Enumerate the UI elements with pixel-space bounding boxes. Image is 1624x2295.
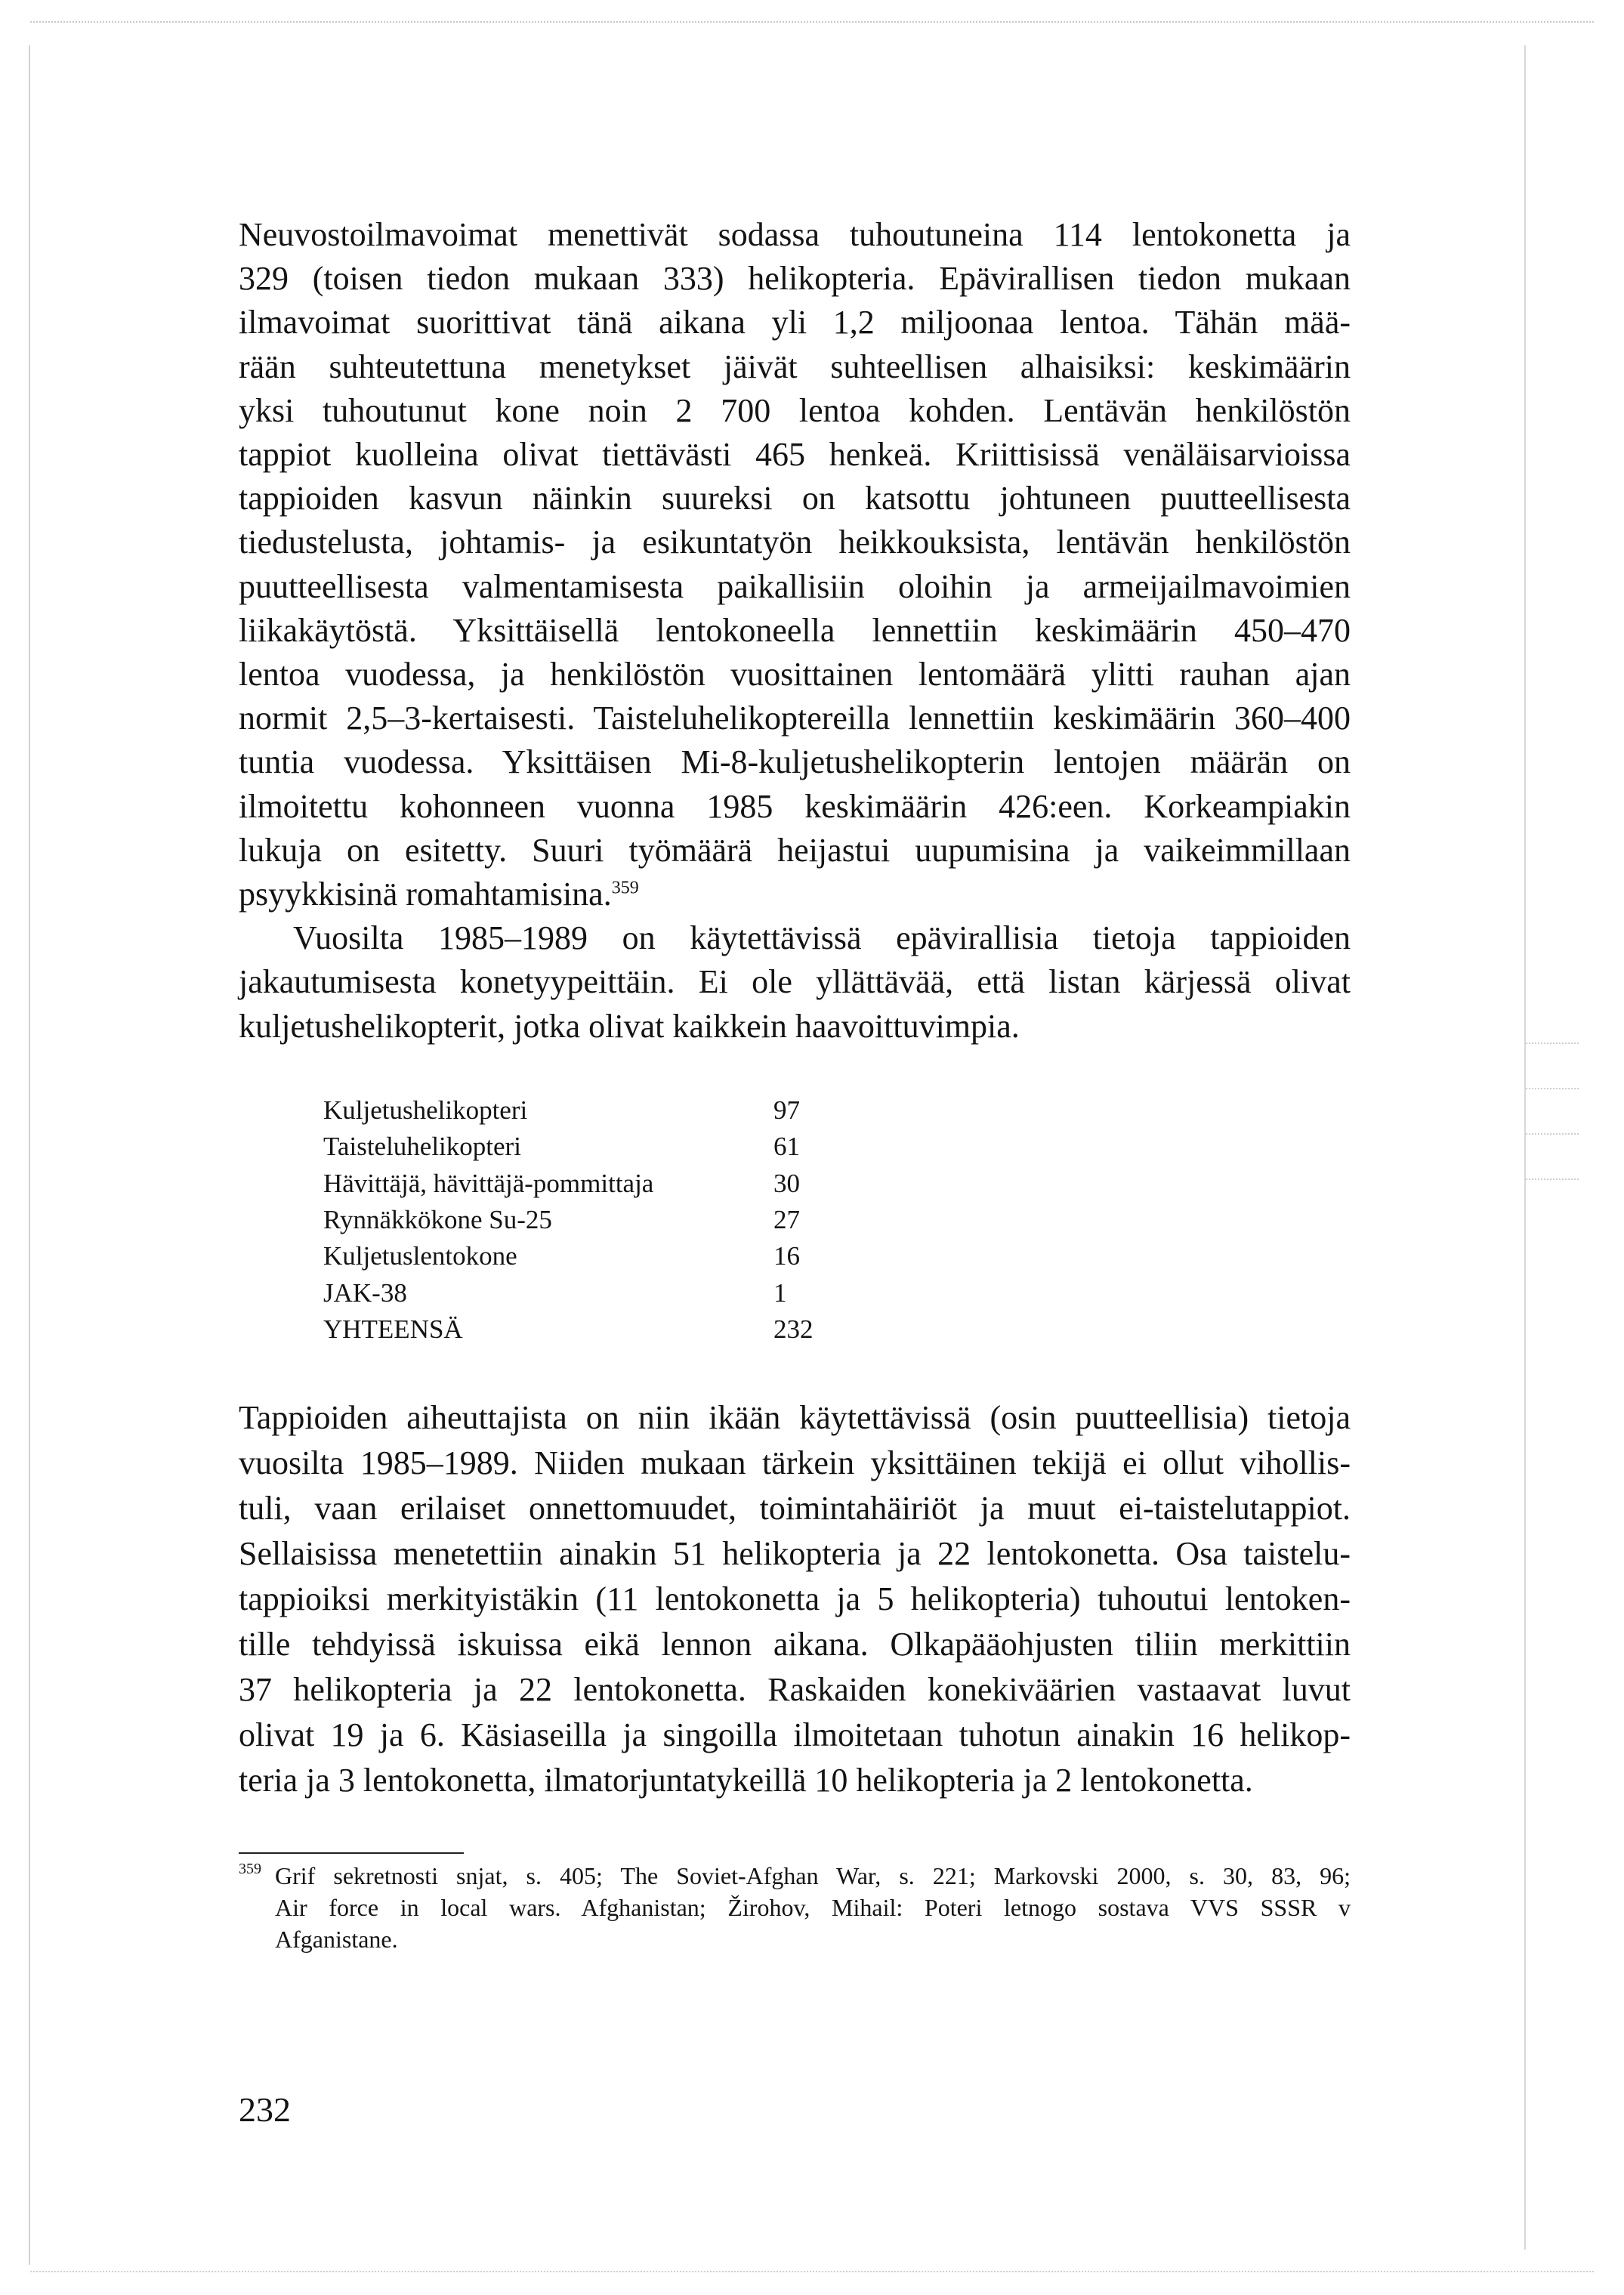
paragraph-1 xyxy=(239,213,1351,916)
table-row xyxy=(323,1275,1351,1311)
aircraft-type: JAK-38 xyxy=(323,1277,407,1308)
footnote-number: 359 xyxy=(239,1861,261,1877)
page-number: 232 xyxy=(239,2090,291,2129)
paragraph-3 xyxy=(239,1395,1351,1803)
text-line xyxy=(239,873,1351,916)
text-line: tappiot kuolleina olivat tiettävästi 465 henkeä. Kriittisissä venäläisarvioissa xyxy=(239,436,1351,474)
text-line: rään suhteutettuna menetykset jäivät suhteellisen alhaisiksi: keskimäärin xyxy=(239,347,1351,385)
text-line: Sellaisissa menetettiin ainakin 51 helikopteria ja 22 lentokonetta. Osa taistelu- xyxy=(239,1534,1351,1572)
losses-table xyxy=(323,1092,1351,1348)
text-line: tappioiksi merkityistäkin (11 lentokonetta ja 5 helikopteria) tuhoutui lentoken- xyxy=(239,1580,1351,1617)
text-line: ilmoitettu kohonneen vuonna 1985 keskimäärin 426:een. Korkeampiakin xyxy=(239,787,1351,825)
loss-count: 1 xyxy=(773,1277,787,1308)
loss-count: 27 xyxy=(773,1205,800,1235)
text-line: tappioiden kasvun näinkin suureksi on katsottu johtuneen puutteellisesta xyxy=(239,480,1351,517)
text-line: Vuosilta 1985–1989 on käytettävissä epävirallisia tietoja tappioiden xyxy=(293,919,1351,957)
footnote xyxy=(239,1860,1351,1955)
scan-edge-top xyxy=(30,21,1594,23)
aircraft-type: Taisteluhelikopteri xyxy=(323,1132,521,1162)
table-row xyxy=(323,1092,1351,1129)
page-body xyxy=(239,213,1351,1803)
text-line: tuli, vaan erilaiset onnettomuudet, toimintahäiriöt ja muut ei-taistelutappiot. xyxy=(239,1489,1351,1527)
table-row xyxy=(323,1202,1351,1238)
text-line: normit 2,5–3-kertaisesti. Taisteluhelikoptereilla lennettiin keskimäärin 360–400 xyxy=(239,700,1351,737)
table-row xyxy=(323,1238,1351,1274)
text-line: 329 (toisen tiedon mukaan 333) helikopteria. Epävirallisen tiedon mukaan xyxy=(239,260,1351,298)
text-line: tille tehdyissä iskuissa eikä lennon aikana. Olkapääohjusten tiliin merkittiin xyxy=(239,1625,1351,1663)
total-label: YHTEENSÄ xyxy=(323,1314,463,1345)
text-line: jakautumisesta konetyypeittäin. Ei ole yllättävää, että listan kärjessä olivat xyxy=(239,963,1351,1001)
text-line: tuntia vuodessa. Yksittäisen Mi-8-kuljetushelikopterin lentojen määrän on xyxy=(239,743,1351,781)
aircraft-type: Kuljetuslentokone xyxy=(323,1241,517,1271)
text-line: Neuvostoilmavoimat menettivät sodassa tuhoutuneina 114 lentokonetta ja xyxy=(239,216,1351,253)
total-count: 232 xyxy=(773,1314,814,1345)
loss-count: 61 xyxy=(773,1132,800,1162)
loss-count: 30 xyxy=(773,1168,800,1198)
text-line: tiedustelusta, johtamis- ja esikuntatyön heikkouksista, lentävän henkilöstön xyxy=(239,524,1351,561)
paragraph-2 xyxy=(239,916,1351,1049)
text-line: lukuja on esitetty. Suuri työmäärä heijastui uupumisina ja vaikeimmillaan xyxy=(239,831,1351,869)
scan-edge-bottom xyxy=(30,2271,1594,2272)
text-line: yksi tuhoutunut kone noin 2 700 lentoa kohden. Lentävän henkilöstön xyxy=(239,391,1351,429)
footnote-line: Air force in local wars. Afghanistan; Žirohov, Mihail: Poteri letnogo sostava VVS SSSR v xyxy=(275,1894,1351,1921)
text-line: ilmavoimat suorittivat tänä aikana yli 1,2 miljoonaa lentoa. Tähän mää- xyxy=(239,304,1351,341)
aircraft-type: Hävittäjä, hävittäjä-pommittaja xyxy=(323,1168,654,1198)
footnote-line: Grif sekretnosti snjat, s. 405; The Soviet-Afghan War, s. 221; Markovski 2000, s. 30, 83, 96; xyxy=(275,1862,1351,1889)
text-line: vuosilta 1985–1989. Niiden mukaan tärkein yksittäinen tekijä ei ollut vihollis- xyxy=(239,1444,1351,1481)
scan-margin-marks xyxy=(1526,1042,1579,1224)
text-line: kuljetushelikopterit, jotka olivat kaikkein haavoittuvimpia. xyxy=(239,1007,1020,1045)
table-row xyxy=(323,1166,1351,1202)
footnote-divider xyxy=(239,1852,464,1854)
table-row-total xyxy=(323,1311,1351,1348)
text-line: liikakäytöstä. Yksittäisellä lentokoneella lennettiin keskimäärin 450–470 xyxy=(239,611,1351,649)
footnote-line: Afganistane. xyxy=(275,1926,398,1953)
aircraft-type: Kuljetushelikopteri xyxy=(323,1095,528,1125)
text-line-content: psyykkisinä romahtamisina. xyxy=(239,876,612,913)
scan-edge-left xyxy=(29,45,30,2265)
aircraft-type: Rynnäkkökone Su-25 xyxy=(323,1205,552,1235)
footnote-reference[interactable]: 359 xyxy=(611,878,639,898)
text-line: lentoa vuodessa, ja henkilöstön vuosittainen lentomäärä ylitti rauhan ajan xyxy=(239,656,1351,693)
table-row xyxy=(323,1129,1351,1165)
text-line: olivat 19 ja 6. Käsiaseilla ja singoilla ilmoitetaan tuhotun ainakin 16 helikop- xyxy=(239,1716,1351,1753)
loss-count: 16 xyxy=(773,1241,800,1271)
text-line: 37 helikopteria ja 22 lentokonetta. Raskaiden konekiväärien vastaavat luvut xyxy=(239,1670,1351,1708)
text-line: teria ja 3 lentokonetta, ilmatorjuntatykeillä 10 helikopteria ja 2 lentokonetta. xyxy=(239,1761,1253,1799)
text-line: Tappioiden aiheuttajista on niin ikään käytettävissä (osin puutteellisia) tietoja xyxy=(239,1398,1351,1436)
loss-count: 97 xyxy=(773,1095,800,1125)
text-line: puutteellisesta valmentamisesta paikallisiin oloihin ja armeijailmavoimien xyxy=(239,567,1351,605)
